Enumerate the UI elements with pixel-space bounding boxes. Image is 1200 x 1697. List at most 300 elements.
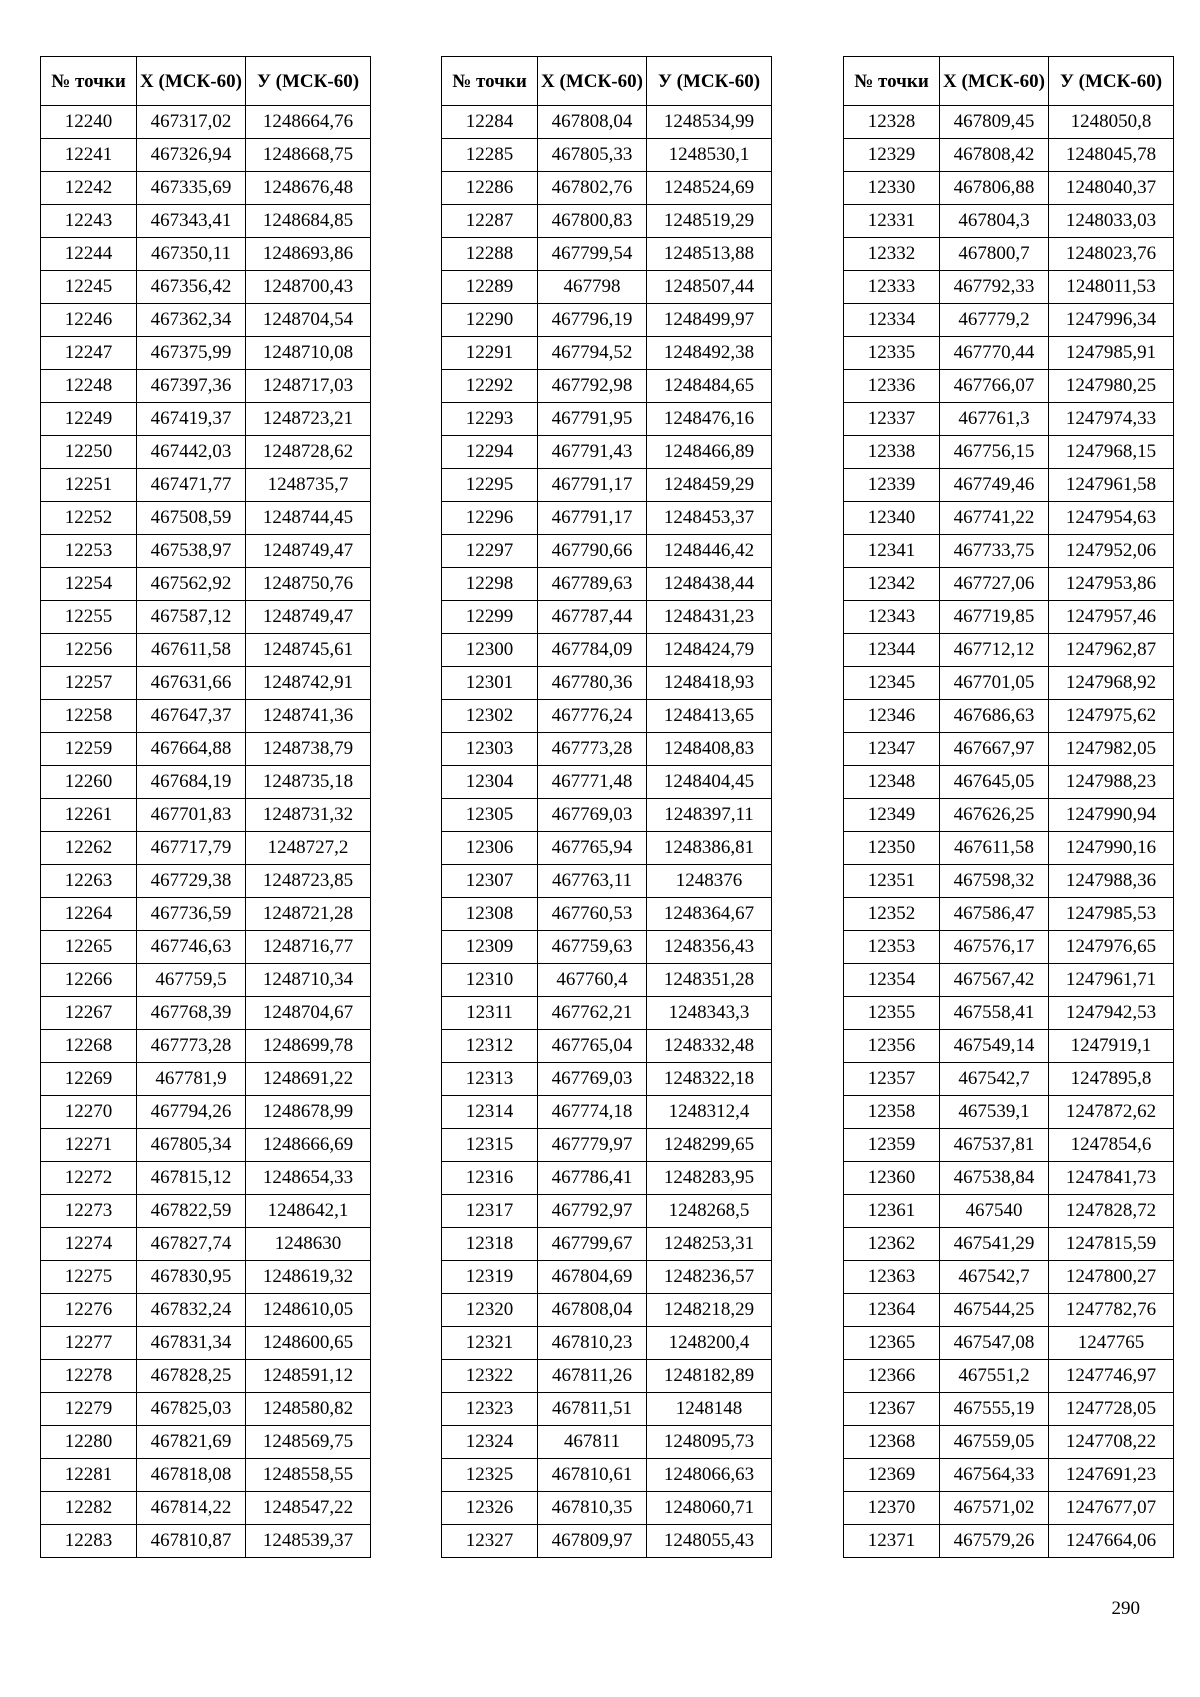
y-coordinate-cell: 1248710,08	[246, 337, 371, 370]
table-row	[41, 469, 371, 502]
x-coordinate-cell: 467733,75	[940, 535, 1049, 568]
y-coordinate-cell: 1248466,89	[647, 436, 772, 469]
y-coordinate-cell: 1248200,4	[647, 1327, 772, 1360]
point-number-cell: 12304	[442, 766, 538, 799]
y-coordinate-cell: 1248404,45	[647, 766, 772, 799]
table-row	[844, 1426, 1174, 1459]
point-number-cell: 12321	[442, 1327, 538, 1360]
table-row	[844, 1393, 1174, 1426]
table-row	[41, 1393, 371, 1426]
y-coordinate-cell: 1247985,91	[1049, 337, 1174, 370]
point-number-cell: 12298	[442, 568, 538, 601]
point-number-cell: 12271	[41, 1129, 137, 1162]
point-number-cell: 12358	[844, 1096, 940, 1129]
y-coordinate-cell: 1247968,92	[1049, 667, 1174, 700]
table-row	[844, 733, 1174, 766]
x-coordinate-cell: 467810,61	[538, 1459, 647, 1492]
y-coordinate-cell: 1248727,2	[246, 832, 371, 865]
y-coordinate-cell: 1248699,78	[246, 1030, 371, 1063]
y-coordinate-cell: 1248735,18	[246, 766, 371, 799]
table-row	[442, 370, 772, 403]
x-coordinate-cell: 467832,24	[137, 1294, 246, 1327]
x-coordinate-cell: 467791,17	[538, 502, 647, 535]
x-coordinate-cell: 467701,83	[137, 799, 246, 832]
y-coordinate-cell: 1248050,8	[1049, 106, 1174, 139]
point-number-cell: 12338	[844, 436, 940, 469]
x-coordinate-cell: 467397,36	[137, 370, 246, 403]
point-number-cell: 12299	[442, 601, 538, 634]
table-row	[442, 271, 772, 304]
point-number-cell: 12366	[844, 1360, 940, 1393]
point-number-cell: 12363	[844, 1261, 940, 1294]
x-coordinate-cell: 467792,97	[538, 1195, 647, 1228]
y-coordinate-cell: 1248666,69	[246, 1129, 371, 1162]
y-coordinate-cell: 1247954,63	[1049, 502, 1174, 535]
point-number-cell: 12355	[844, 997, 940, 1030]
table-row	[41, 1030, 371, 1063]
table-row	[844, 964, 1174, 997]
y-coordinate-cell: 1248066,63	[647, 1459, 772, 1492]
y-coordinate-cell: 1248731,32	[246, 799, 371, 832]
x-coordinate-cell: 467831,34	[137, 1327, 246, 1360]
point-number-cell: 12318	[442, 1228, 538, 1261]
y-coordinate-cell: 1248676,48	[246, 172, 371, 205]
table-row	[844, 1327, 1174, 1360]
y-coordinate-cell: 1247975,62	[1049, 700, 1174, 733]
y-coordinate-cell: 1248721,28	[246, 898, 371, 931]
table-row	[844, 436, 1174, 469]
table-row	[442, 1393, 772, 1426]
y-coordinate-cell: 1248534,99	[647, 106, 772, 139]
point-number-cell: 12269	[41, 1063, 137, 1096]
y-coordinate-cell: 1247976,65	[1049, 931, 1174, 964]
x-coordinate-cell: 467765,04	[538, 1030, 647, 1063]
point-number-cell: 12361	[844, 1195, 940, 1228]
table-row	[844, 865, 1174, 898]
y-coordinate-cell: 1248745,61	[246, 634, 371, 667]
table-row	[41, 502, 371, 535]
table-row	[41, 172, 371, 205]
table-row	[844, 1129, 1174, 1162]
table-row	[41, 898, 371, 931]
table-row	[41, 205, 371, 238]
x-coordinate-cell: 467375,99	[137, 337, 246, 370]
table-row	[844, 1492, 1174, 1525]
table-row	[41, 568, 371, 601]
x-coordinate-cell: 467811,26	[538, 1360, 647, 1393]
x-coordinate-cell: 467350,11	[137, 238, 246, 271]
table-row	[41, 799, 371, 832]
point-number-cell: 12311	[442, 997, 538, 1030]
point-number-cell: 12340	[844, 502, 940, 535]
y-coordinate-cell: 1248524,69	[647, 172, 772, 205]
y-coordinate-cell: 1247974,33	[1049, 403, 1174, 436]
coordinates-table-1	[40, 56, 371, 1558]
x-coordinate-cell: 467559,05	[940, 1426, 1049, 1459]
table-row	[844, 1096, 1174, 1129]
table-row	[442, 205, 772, 238]
table-row	[442, 568, 772, 601]
y-coordinate-cell: 1248283,95	[647, 1162, 772, 1195]
table-row	[442, 139, 772, 172]
y-coordinate-cell: 1248691,22	[246, 1063, 371, 1096]
table-row	[442, 535, 772, 568]
table-row	[442, 238, 772, 271]
point-number-cell: 12302	[442, 700, 538, 733]
x-coordinate-cell: 467727,06	[940, 568, 1049, 601]
x-coordinate-cell: 467769,03	[538, 799, 647, 832]
x-coordinate-cell: 467760,4	[538, 964, 647, 997]
table-row	[844, 799, 1174, 832]
x-coordinate-cell: 467827,74	[137, 1228, 246, 1261]
point-number-cell: 12306	[442, 832, 538, 865]
table-header-row	[41, 57, 371, 106]
x-coordinate-cell: 467667,97	[940, 733, 1049, 766]
y-coordinate-cell: 1248619,32	[246, 1261, 371, 1294]
y-coordinate-cell: 1248312,4	[647, 1096, 772, 1129]
point-number-cell: 12286	[442, 172, 538, 205]
point-number-cell: 12290	[442, 304, 538, 337]
table-row	[844, 1162, 1174, 1195]
x-coordinate-cell: 467808,42	[940, 139, 1049, 172]
point-number-cell: 12352	[844, 898, 940, 931]
y-coordinate-cell: 1248610,05	[246, 1294, 371, 1327]
point-number-cell: 12242	[41, 172, 137, 205]
point-number-cell: 12337	[844, 403, 940, 436]
y-coordinate-cell: 1247872,62	[1049, 1096, 1174, 1129]
table-row	[844, 172, 1174, 205]
header-point-number: № точки	[844, 57, 940, 106]
point-number-cell: 12334	[844, 304, 940, 337]
table-row	[844, 1360, 1174, 1393]
point-number-cell: 12329	[844, 139, 940, 172]
y-coordinate-cell: 1248476,16	[647, 403, 772, 436]
table-row	[844, 502, 1174, 535]
table-row	[442, 436, 772, 469]
point-number-cell: 12330	[844, 172, 940, 205]
point-number-cell: 12247	[41, 337, 137, 370]
y-coordinate-cell: 1248033,03	[1049, 205, 1174, 238]
x-coordinate-cell: 467780,36	[538, 667, 647, 700]
y-coordinate-cell: 1248253,31	[647, 1228, 772, 1261]
point-number-cell: 12277	[41, 1327, 137, 1360]
table-row	[41, 1261, 371, 1294]
y-coordinate-cell: 1247854,6	[1049, 1129, 1174, 1162]
point-number-cell: 12310	[442, 964, 538, 997]
point-number-cell: 12267	[41, 997, 137, 1030]
y-coordinate-cell: 1248424,79	[647, 634, 772, 667]
y-coordinate-cell: 1248684,85	[246, 205, 371, 238]
point-number-cell: 12282	[41, 1492, 137, 1525]
x-coordinate-cell: 467326,94	[137, 139, 246, 172]
table-row	[442, 832, 772, 865]
point-number-cell: 12278	[41, 1360, 137, 1393]
point-number-cell: 12292	[442, 370, 538, 403]
table-row	[442, 1525, 772, 1558]
y-coordinate-cell: 1248749,47	[246, 535, 371, 568]
x-coordinate-cell: 467774,18	[538, 1096, 647, 1129]
point-number-cell: 12272	[41, 1162, 137, 1195]
y-coordinate-cell: 1248700,43	[246, 271, 371, 304]
header-y-coordinate: У (МСК-60)	[246, 57, 371, 106]
x-coordinate-cell: 467419,37	[137, 403, 246, 436]
y-coordinate-cell: 1247961,58	[1049, 469, 1174, 502]
table-row	[844, 238, 1174, 271]
point-number-cell: 12360	[844, 1162, 940, 1195]
x-coordinate-cell: 467587,12	[137, 601, 246, 634]
point-number-cell: 12316	[442, 1162, 538, 1195]
point-number-cell: 12344	[844, 634, 940, 667]
x-coordinate-cell: 467539,1	[940, 1096, 1049, 1129]
x-coordinate-cell: 467343,41	[137, 205, 246, 238]
table-row	[844, 337, 1174, 370]
point-number-cell: 12350	[844, 832, 940, 865]
y-coordinate-cell: 1248741,36	[246, 700, 371, 733]
y-coordinate-cell: 1247988,36	[1049, 865, 1174, 898]
point-number-cell: 12248	[41, 370, 137, 403]
table-row	[844, 766, 1174, 799]
y-coordinate-cell: 1248704,67	[246, 997, 371, 1030]
y-coordinate-cell: 1248704,54	[246, 304, 371, 337]
point-number-cell: 12319	[442, 1261, 538, 1294]
x-coordinate-cell: 467810,23	[538, 1327, 647, 1360]
table-row	[41, 1129, 371, 1162]
x-coordinate-cell: 467759,5	[137, 964, 246, 997]
x-coordinate-cell: 467558,41	[940, 997, 1049, 1030]
coordinates-table-3	[843, 56, 1174, 1558]
y-coordinate-cell: 1247677,07	[1049, 1492, 1174, 1525]
y-coordinate-cell: 1247980,25	[1049, 370, 1174, 403]
table-row	[844, 1261, 1174, 1294]
point-number-cell: 12252	[41, 502, 137, 535]
x-coordinate-cell: 467804,3	[940, 205, 1049, 238]
table-row	[41, 403, 371, 436]
x-coordinate-cell: 467784,09	[538, 634, 647, 667]
y-coordinate-cell: 1248717,03	[246, 370, 371, 403]
y-coordinate-cell: 1247815,59	[1049, 1228, 1174, 1261]
y-coordinate-cell: 1247961,71	[1049, 964, 1174, 997]
table-row	[41, 733, 371, 766]
y-coordinate-cell: 1248492,38	[647, 337, 772, 370]
table-row	[41, 832, 371, 865]
y-coordinate-cell: 1247800,27	[1049, 1261, 1174, 1294]
y-coordinate-cell: 1248299,65	[647, 1129, 772, 1162]
y-coordinate-cell: 1247990,16	[1049, 832, 1174, 865]
x-coordinate-cell: 467815,12	[137, 1162, 246, 1195]
y-coordinate-cell: 1247957,46	[1049, 601, 1174, 634]
table-row	[442, 601, 772, 634]
point-number-cell: 12261	[41, 799, 137, 832]
y-coordinate-cell: 1248580,82	[246, 1393, 371, 1426]
table-row	[41, 931, 371, 964]
point-number-cell: 12293	[442, 403, 538, 436]
point-number-cell: 12368	[844, 1426, 940, 1459]
point-number-cell: 12273	[41, 1195, 137, 1228]
table-row	[41, 1360, 371, 1393]
x-coordinate-cell: 467810,87	[137, 1525, 246, 1558]
table-row	[442, 1327, 772, 1360]
table-header-row	[844, 57, 1174, 106]
y-coordinate-cell: 1248735,7	[246, 469, 371, 502]
x-coordinate-cell: 467773,28	[538, 733, 647, 766]
point-number-cell: 12287	[442, 205, 538, 238]
point-number-cell: 12240	[41, 106, 137, 139]
table-row	[442, 502, 772, 535]
point-number-cell: 12356	[844, 1030, 940, 1063]
point-number-cell: 12312	[442, 1030, 538, 1063]
point-number-cell: 12313	[442, 1063, 538, 1096]
point-number-cell: 12281	[41, 1459, 137, 1492]
x-coordinate-cell: 467821,69	[137, 1426, 246, 1459]
y-coordinate-cell: 1247828,72	[1049, 1195, 1174, 1228]
table-row	[442, 865, 772, 898]
x-coordinate-cell: 467335,69	[137, 172, 246, 205]
x-coordinate-cell: 467736,59	[137, 898, 246, 931]
table-row	[442, 700, 772, 733]
table-row	[41, 1195, 371, 1228]
table-row	[442, 1228, 772, 1261]
table-row	[41, 1294, 371, 1327]
y-coordinate-cell: 1248095,73	[647, 1426, 772, 1459]
y-coordinate-cell: 1247841,73	[1049, 1162, 1174, 1195]
point-number-cell: 12348	[844, 766, 940, 799]
x-coordinate-cell: 467828,25	[137, 1360, 246, 1393]
point-number-cell: 12276	[41, 1294, 137, 1327]
table-row	[41, 964, 371, 997]
x-coordinate-cell: 467771,48	[538, 766, 647, 799]
y-coordinate-cell: 1248664,76	[246, 106, 371, 139]
x-coordinate-cell: 467798	[538, 271, 647, 304]
y-coordinate-cell: 1248055,43	[647, 1525, 772, 1558]
table-row	[844, 535, 1174, 568]
y-coordinate-cell: 1247962,87	[1049, 634, 1174, 667]
y-coordinate-cell: 1248397,11	[647, 799, 772, 832]
header-x-coordinate: Х (МСК-60)	[940, 57, 1049, 106]
x-coordinate-cell: 467791,95	[538, 403, 647, 436]
y-coordinate-cell: 1248642,1	[246, 1195, 371, 1228]
x-coordinate-cell: 467538,84	[940, 1162, 1049, 1195]
y-coordinate-cell: 1248023,76	[1049, 238, 1174, 271]
table-row	[41, 700, 371, 733]
y-coordinate-cell: 1247895,8	[1049, 1063, 1174, 1096]
x-coordinate-cell: 467544,25	[940, 1294, 1049, 1327]
table-row	[442, 1261, 772, 1294]
point-number-cell: 12326	[442, 1492, 538, 1525]
table-row	[442, 1195, 772, 1228]
x-coordinate-cell: 467549,14	[940, 1030, 1049, 1063]
x-coordinate-cell: 467756,15	[940, 436, 1049, 469]
point-number-cell: 12288	[442, 238, 538, 271]
table-row	[844, 139, 1174, 172]
x-coordinate-cell: 467810,35	[538, 1492, 647, 1525]
x-coordinate-cell: 467808,04	[538, 106, 647, 139]
table-row	[844, 403, 1174, 436]
x-coordinate-cell: 467576,17	[940, 931, 1049, 964]
point-number-cell: 12320	[442, 1294, 538, 1327]
point-number-cell: 12371	[844, 1525, 940, 1558]
table-row	[844, 700, 1174, 733]
point-number-cell: 12266	[41, 964, 137, 997]
y-coordinate-cell: 1248710,34	[246, 964, 371, 997]
x-coordinate-cell: 467746,63	[137, 931, 246, 964]
point-number-cell: 12336	[844, 370, 940, 403]
point-number-cell: 12305	[442, 799, 538, 832]
x-coordinate-cell: 467786,41	[538, 1162, 647, 1195]
table-row	[41, 304, 371, 337]
y-coordinate-cell: 1248678,99	[246, 1096, 371, 1129]
point-number-cell: 12327	[442, 1525, 538, 1558]
y-coordinate-cell: 1247982,05	[1049, 733, 1174, 766]
point-number-cell: 12367	[844, 1393, 940, 1426]
x-coordinate-cell: 467776,24	[538, 700, 647, 733]
y-coordinate-cell: 1248630	[246, 1228, 371, 1261]
point-number-cell: 12275	[41, 1261, 137, 1294]
x-coordinate-cell: 467686,63	[940, 700, 1049, 733]
y-coordinate-cell: 1248749,47	[246, 601, 371, 634]
y-coordinate-cell: 1248453,37	[647, 502, 772, 535]
point-number-cell: 12314	[442, 1096, 538, 1129]
point-number-cell: 12351	[844, 865, 940, 898]
point-number-cell: 12264	[41, 898, 137, 931]
x-coordinate-cell: 467645,05	[940, 766, 1049, 799]
point-number-cell: 12353	[844, 931, 940, 964]
x-coordinate-cell: 467809,97	[538, 1525, 647, 1558]
y-coordinate-cell: 1248513,88	[647, 238, 772, 271]
y-coordinate-cell: 1248011,53	[1049, 271, 1174, 304]
y-coordinate-cell: 1248438,44	[647, 568, 772, 601]
table-row	[41, 238, 371, 271]
point-number-cell: 12303	[442, 733, 538, 766]
table-row	[41, 1426, 371, 1459]
x-coordinate-cell: 467809,45	[940, 106, 1049, 139]
point-number-cell: 12244	[41, 238, 137, 271]
table-row	[41, 436, 371, 469]
y-coordinate-cell: 1247691,23	[1049, 1459, 1174, 1492]
point-number-cell: 12343	[844, 601, 940, 634]
table-row	[41, 1162, 371, 1195]
y-coordinate-cell: 1248356,43	[647, 931, 772, 964]
table-row	[41, 337, 371, 370]
y-coordinate-cell: 1247728,05	[1049, 1393, 1174, 1426]
x-coordinate-cell: 467761,3	[940, 403, 1049, 436]
point-number-cell: 12241	[41, 139, 137, 172]
point-number-cell: 12263	[41, 865, 137, 898]
point-number-cell: 12260	[41, 766, 137, 799]
point-number-cell: 12285	[442, 139, 538, 172]
x-coordinate-cell: 467729,38	[137, 865, 246, 898]
point-number-cell: 12347	[844, 733, 940, 766]
x-coordinate-cell: 467805,34	[137, 1129, 246, 1162]
x-coordinate-cell: 467712,12	[940, 634, 1049, 667]
x-coordinate-cell: 467773,28	[137, 1030, 246, 1063]
y-coordinate-cell: 1248045,78	[1049, 139, 1174, 172]
point-number-cell: 12359	[844, 1129, 940, 1162]
table-row	[41, 1327, 371, 1360]
y-coordinate-cell: 1247708,22	[1049, 1426, 1174, 1459]
y-coordinate-cell: 1248499,97	[647, 304, 772, 337]
point-number-cell: 12341	[844, 535, 940, 568]
y-coordinate-cell: 1248332,48	[647, 1030, 772, 1063]
x-coordinate-cell: 467684,19	[137, 766, 246, 799]
x-coordinate-cell: 467766,07	[940, 370, 1049, 403]
table-row	[41, 601, 371, 634]
point-number-cell: 12256	[41, 634, 137, 667]
table-row	[844, 667, 1174, 700]
y-coordinate-cell: 1248591,12	[246, 1360, 371, 1393]
x-coordinate-cell: 467762,21	[538, 997, 647, 1030]
y-coordinate-cell: 1247985,53	[1049, 898, 1174, 931]
table-row	[844, 1294, 1174, 1327]
